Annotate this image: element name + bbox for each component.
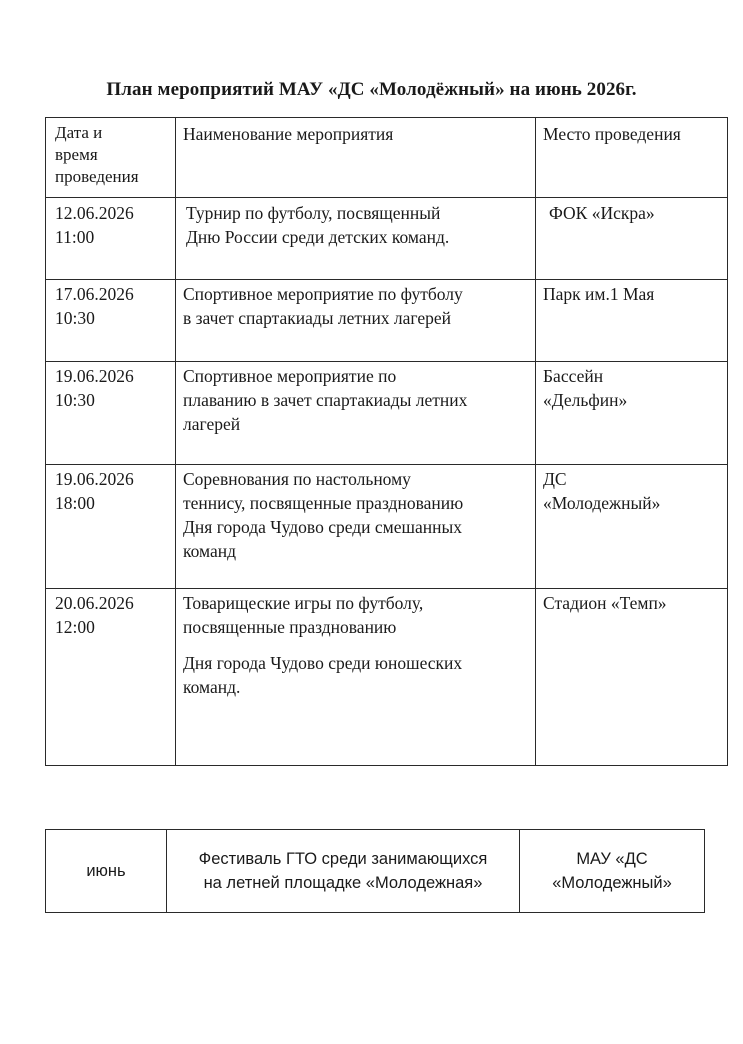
header-date-time: Дата и время проведения <box>46 118 176 198</box>
date-time-cell <box>46 280 176 362</box>
event-cell: Турнир по футболу, посвященный Дню России среди детских команд. <box>176 198 536 280</box>
event-time: 10:30 <box>55 390 95 410</box>
event-cell: Спортивное мероприятие по футболу в зачет спартакиады летних лагерей <box>176 280 536 362</box>
date-time-cell <box>46 465 176 589</box>
event-time: 12:00 <box>55 617 95 637</box>
event-cell: Спортивное мероприятие по плаванию в зачет спартакиады летних лагерей <box>176 362 536 465</box>
header-venue: Место проведения <box>536 118 728 198</box>
table-header-row <box>46 118 728 198</box>
period-cell: июнь <box>46 830 167 913</box>
event-cell: Фестиваль ГТО среди занимающихся на летней площадке «Молодежная» <box>167 830 520 913</box>
page-title: План мероприятий МАУ «ДС «Молодёжный» на июнь 2026г. <box>106 79 637 100</box>
extra-event-table <box>45 829 705 913</box>
event-date: 19.06.2026 <box>55 469 134 489</box>
event-time: 18:00 <box>55 493 95 513</box>
event-date: 19.06.2026 <box>55 366 134 386</box>
venue-cell: МАУ «ДС «Молодежный» <box>520 830 705 913</box>
event-cell: Товарищеские игры по футболу, посвященные празднованию Дня города Чудово среди юношеских команд. <box>176 589 536 766</box>
venue-cell: Стадион «Темп» <box>536 589 728 766</box>
event-time: 10:30 <box>55 308 95 328</box>
event-date: 17.06.2026 <box>55 284 134 304</box>
event-date: 20.06.2026 <box>55 593 134 613</box>
table-row <box>46 830 705 913</box>
date-time-cell <box>46 198 176 280</box>
table-row <box>46 465 728 589</box>
events-table <box>45 117 728 766</box>
date-time-cell <box>46 589 176 766</box>
event-cell: Соревнования по настольному теннису, посвященные празднованию Дня города Чудово среди смешанных команд <box>176 465 536 589</box>
venue-cell: Бассейн «Дельфин» <box>536 362 728 465</box>
header-event: Наименование мероприятия <box>176 118 536 198</box>
venue-cell: Парк им.1 Мая <box>536 280 728 362</box>
venue-cell: ФОК «Искра» <box>536 198 728 280</box>
event-date: 12.06.2026 <box>55 203 134 223</box>
table-row <box>46 589 728 766</box>
venue-cell: ДС «Молодежный» <box>536 465 728 589</box>
table-row <box>46 280 728 362</box>
date-time-cell <box>46 362 176 465</box>
table-row <box>46 362 728 465</box>
table-row <box>46 198 728 280</box>
event-time: 11:00 <box>55 227 95 247</box>
